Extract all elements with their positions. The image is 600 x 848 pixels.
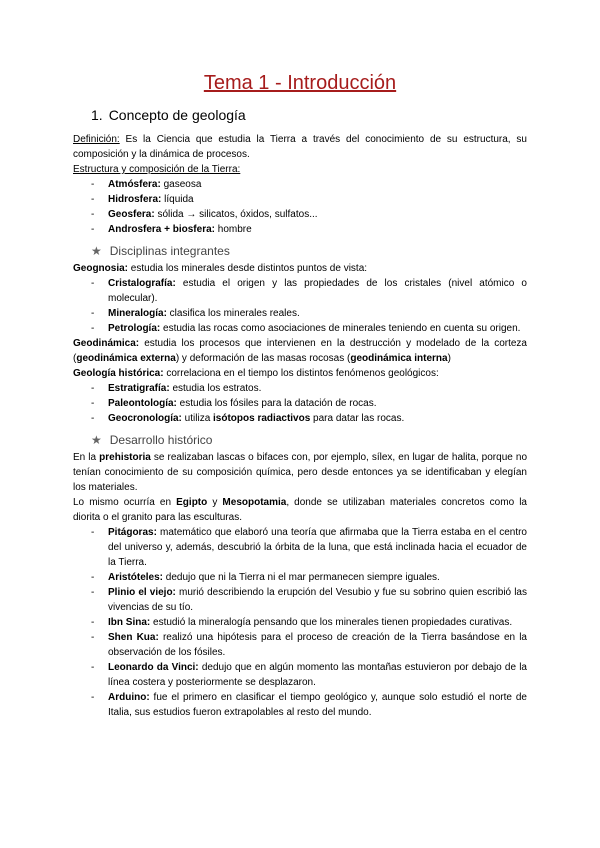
bold-phrase: isótopos radiactivos: [213, 413, 311, 424]
page-title: Tema 1 - Introducción: [203, 72, 397, 94]
list-item-text: líquida: [161, 194, 194, 205]
list-item-term: Hidrosfera:: [108, 194, 162, 205]
list-item-term: Mineralogía:: [108, 308, 167, 319]
subheading-disciplinas: [91, 243, 527, 259]
list-item: [73, 306, 527, 321]
historica-paragraph: [73, 366, 527, 381]
document-body: [73, 106, 527, 720]
dash-bullet: -: [91, 179, 95, 190]
term-text: ) y deformación de las masas rocosas (: [175, 353, 351, 364]
structure-label: Estructura y composición de la Tierra:: [73, 164, 241, 175]
list-item: [73, 177, 527, 192]
list-item: [73, 570, 527, 585]
dash-bullet: -: [91, 398, 95, 409]
list-item-text: para datar las rocas.: [310, 413, 405, 424]
list-item-text: estudia los fósiles para la datación de rocas.: [176, 398, 377, 409]
prehistoria-paragraph: [73, 450, 527, 495]
list-item: [73, 690, 527, 720]
dash-bullet: -: [91, 632, 95, 643]
list-item-text: matemático que elaboró una teoría que afirmaba que la Tierra estaba en el centro del universo y, además, descubrió la órbita de la luna, que está inclinada hacia el ecuador de la Tierra.: [108, 527, 527, 568]
bold-phrase: Mesopotamia: [222, 497, 287, 508]
bold-phrase: Egipto: [176, 497, 208, 508]
bold-phrase: geodinámica externa: [76, 353, 176, 364]
term-text: estudia los minerales desde distintos puntos de vista:: [128, 263, 368, 274]
dash-bullet: -: [91, 308, 95, 319]
paragraph-text: y: [207, 497, 223, 508]
geognosia-paragraph: [73, 261, 527, 276]
dash-bullet: -: [91, 527, 95, 538]
dash-bullet: -: [91, 692, 95, 703]
list-item: [73, 192, 527, 207]
list-item-text: gaseosa: [160, 179, 202, 190]
dash-bullet: -: [91, 224, 95, 235]
term: Geología histórica:: [73, 368, 164, 379]
list-item-text: estudia los estratos.: [169, 383, 262, 394]
list-item-text: fue el primero en clasificar el tiempo geológico y, aunque solo estudió el norte de Italia, sus estudios fueron extrapolables al resto del mundo.: [108, 692, 527, 718]
star-icon: ★: [91, 244, 102, 258]
paragraph-text: se realizaban lascas o bifaces con, por ejemplo, sílex, en lugar de halita, porque no tenían conocimiento de su composición química, pero desde entonces ya se identificaban y elegían los materiales.: [73, 452, 528, 493]
list-item-term: Leonardo da Vinci:: [108, 662, 199, 673]
list-item-text: clasifica los minerales reales.: [166, 308, 300, 319]
list-item-term: Aristóteles:: [108, 572, 164, 583]
geognosia-list: [73, 276, 527, 336]
historica-list: [73, 381, 527, 426]
dash-bullet: -: [91, 662, 95, 673]
list-item-text: murió describiendo la erupción del Vesubio y fue su sobrino quien escribió las vivencias de su tío.: [108, 587, 527, 613]
list-item-term: Shen Kua:: [108, 632, 159, 643]
list-item: [73, 381, 527, 396]
list-item-text: dedujo que ni la Tierra ni el mar permanecen siempre iguales.: [163, 572, 440, 583]
list-item-term: Geosfera:: [108, 209, 155, 220]
list-item-text: estudia las rocas como asociaciones de minerales teniendo en cuenta su origen.: [160, 323, 521, 334]
definition-label: Definición:: [73, 134, 120, 145]
dash-bullet: -: [91, 383, 95, 394]
definition-text: Es la Ciencia que estudia la Tierra a través del conocimiento de su estructura, su composición y la dinámica de procesos.: [73, 134, 527, 160]
list-item-text: realizó una hipótesis para el proceso de creación de la Tierra basándose en la observación de los fósiles.: [108, 632, 527, 658]
dash-bullet: -: [91, 194, 95, 205]
list-item-text: dedujo que en algún momento las montañas estuvieron por debajo de la línea costera y posteriormente se desplazaron.: [108, 662, 527, 688]
list-item-term: Estratigrafía:: [108, 383, 170, 394]
list-item: [73, 630, 527, 660]
section-heading-concepto: [91, 106, 527, 124]
list-item-term: Petrología:: [108, 323, 161, 334]
list-item: [73, 276, 527, 306]
term: Geognosia:: [73, 263, 129, 274]
list-item-term: Androsfera + biosfera:: [108, 224, 215, 235]
list-item-term: Cristalografía:: [108, 278, 176, 289]
list-item-term: Atmósfera:: [108, 179, 161, 190]
list-item-term: Ibn Sina:: [108, 617, 151, 628]
list-item-term: Geocronología:: [108, 413, 182, 424]
dash-bullet: -: [91, 278, 95, 289]
egipto-paragraph: [73, 495, 527, 525]
paragraph-text: , donde se utilizaban materiales concretos como la diorita o el granito para las esculturas.: [73, 497, 527, 523]
dash-bullet: -: [91, 413, 95, 424]
dash-bullet: -: [91, 587, 95, 598]
subheading-text: Desarrollo histórico: [109, 433, 213, 447]
list-item-term: Plinio el viejo:: [108, 587, 176, 598]
star-icon: ★: [91, 433, 102, 447]
paragraph-text: En la: [73, 452, 100, 463]
list-item: [73, 396, 527, 411]
dash-bullet: -: [91, 209, 95, 220]
list-item-text: utiliza: [181, 413, 214, 424]
term: Geodinámica:: [73, 338, 140, 349]
subheading-text: Disciplinas integrantes: [109, 244, 230, 258]
list-item: [73, 585, 527, 615]
subheading-desarrollo: [91, 432, 527, 448]
list-item-text: hombre: [214, 224, 252, 235]
definition-paragraph: [73, 132, 527, 162]
historic-figures-list: [73, 525, 527, 720]
term-text: estudia los procesos que intervienen en la destrucción y modelado de la corteza (: [73, 338, 527, 364]
list-item: [73, 222, 527, 237]
list-item: [73, 615, 527, 630]
paragraph-text: Lo mismo ocurría en: [73, 497, 177, 508]
section-number: 1.: [91, 107, 103, 123]
dash-bullet: -: [91, 323, 95, 334]
geodinamica-paragraph: [73, 336, 527, 366]
list-item-term: Arduino:: [108, 692, 150, 703]
term-text: correlaciona en el tiempo los distintos fenómenos geológicos:: [163, 368, 439, 379]
dash-bullet: -: [91, 572, 95, 583]
bold-phrase: prehistoria: [99, 452, 151, 463]
list-item-term: Paleontología:: [108, 398, 177, 409]
list-item: [73, 525, 527, 570]
list-item-text: sólida → silicatos, óxidos, sulfatos...: [154, 209, 318, 220]
list-item: [73, 207, 527, 222]
list-item-text: estudió la mineralogía pensando que los minerales tienen propiedades curativas.: [150, 617, 513, 628]
list-item-text: estudia el origen y las propiedades de los cristales (nivel atómico o molecular).: [108, 278, 527, 304]
structure-list: [73, 177, 527, 237]
list-item: [73, 660, 527, 690]
list-item: [73, 321, 527, 336]
term-text: ): [447, 353, 451, 364]
section-title: Concepto de geología: [108, 107, 246, 123]
bold-phrase: geodinámica interna: [350, 353, 448, 364]
dash-bullet: -: [91, 617, 95, 628]
list-item-term: Pitágoras:: [108, 527, 157, 538]
list-item: [73, 411, 527, 426]
